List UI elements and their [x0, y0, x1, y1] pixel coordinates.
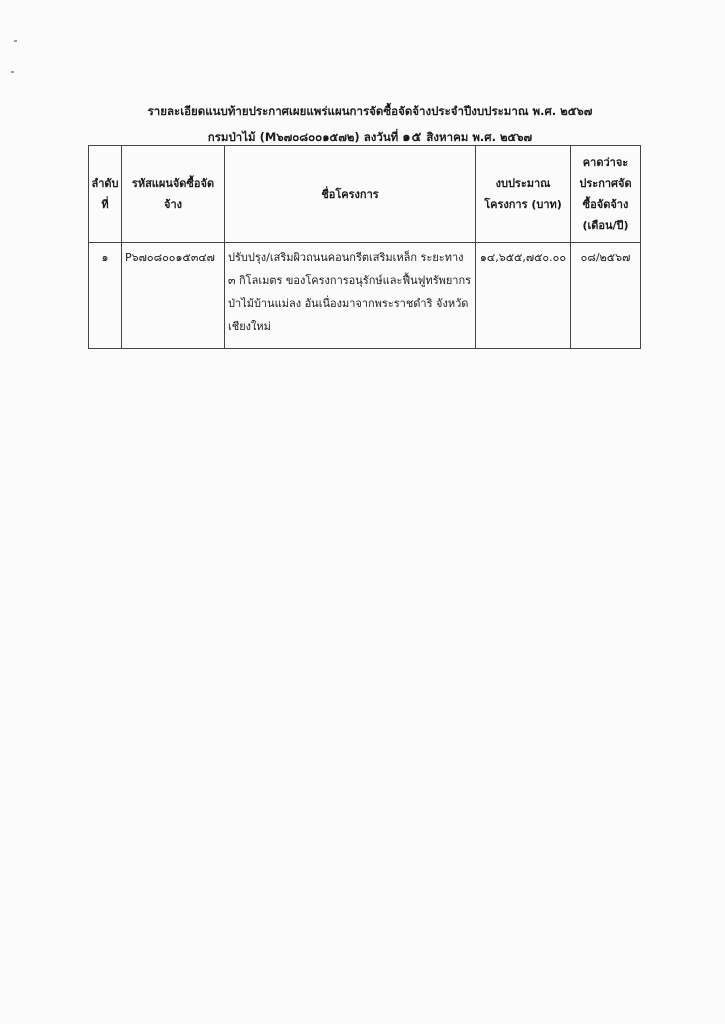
cell-budget: ๑๔,๖๕๕,๗๕๐.๐๐: [476, 243, 571, 349]
cell-no: ๑: [89, 243, 122, 349]
header-title: รายละเอียดแนบท้ายประกาศเผยแพร่แผนการจัดซื้อจัดจ้างประจำปีงบประมาณ พ.ศ. ๒๕๖๗: [147, 104, 593, 118]
column-header-month: คาดว่าจะประกาศจัดซื้อจัดจ้าง (เดือน/ปี): [571, 146, 641, 243]
column-header-code: รหัสแผนจัดซื้อจัดจ้าง: [122, 146, 225, 243]
scan-speck: [14, 40, 17, 42]
column-header-no: ลำดับที่: [89, 146, 122, 243]
cell-month: ๐๘/๒๕๖๗: [571, 243, 641, 349]
procurement-plan-table: [88, 145, 641, 349]
document-header: [60, 98, 680, 151]
scan-speck: [11, 71, 14, 73]
cell-name: ปรับปรุง/เสริมผิวถนนคอนกรีตเสริมเหล็ก ระยะทาง ๓ กิโลเมตร ของโครงการอนุรักษ์และฟื้นฟูทรัพยากรป่าไม้บ้านแม่ลง อันเนื่องมาจากพระราชดำริ จังหวัดเชียงใหม่: [225, 243, 476, 349]
header-day-handwritten: ๑๕: [402, 130, 423, 145]
table-row: [89, 243, 641, 349]
cell-code: P๖๗๐๘๐๐๑๕๓๔๗: [122, 243, 225, 349]
header-month-year: สิงหาคม พ.ศ. ๒๕๖๗: [426, 130, 533, 144]
column-header-name: ชื่อโครงการ: [225, 146, 476, 243]
table-header-row: [89, 146, 641, 243]
column-header-budget: งบประมาณโครงการ (บาท): [476, 146, 571, 243]
header-department-ref: กรมป่าไม้ (M๖๗๐๘๐๐๑๕๗๒) ลงวันที่: [207, 130, 399, 144]
